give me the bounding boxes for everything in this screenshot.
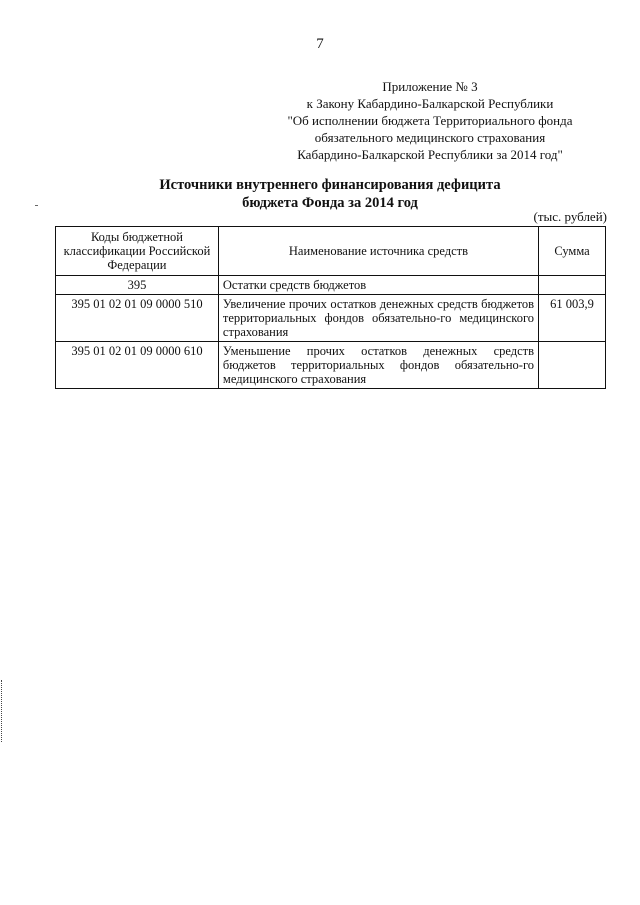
row-name: Остатки средств бюджетов (218, 276, 538, 295)
title-line: бюджета Фонда за 2014 год (242, 195, 418, 211)
row-sum: 61 003,9 (539, 295, 606, 342)
table-row (56, 276, 606, 295)
page-number: 7 (316, 36, 324, 52)
row-name: Уменьшение прочих остатков денежных средств бюджетов территориальных фондов обязательно-го медицинского страхования (218, 342, 538, 389)
row-code: 395 (56, 276, 219, 295)
units-label: (тыс. рублей) (533, 209, 607, 224)
scan-mark (35, 205, 38, 206)
annex-line: Кабардино-Балкарской Республики за 2014 год" (297, 147, 563, 162)
header-name: Наименование источника средств (218, 227, 538, 276)
annex-line: "Об исполнении бюджета Территориального фонда (287, 113, 573, 128)
row-sum (539, 342, 606, 389)
annex-header (250, 78, 610, 163)
header-code: Коды бюджетной классификации Российской Федерации (56, 227, 219, 276)
table-row (56, 295, 606, 342)
header-sum: Сумма (539, 227, 606, 276)
row-sum (539, 276, 606, 295)
sources-table (55, 226, 606, 389)
binding-marks (1, 680, 4, 742)
table-row (56, 342, 606, 389)
document-title (100, 176, 560, 212)
row-code: 395 01 02 01 09 0000 510 (56, 295, 219, 342)
annex-line: к Закону Кабардино-Балкарской Республики (306, 96, 554, 111)
annex-line: Приложение № 3 (382, 79, 478, 94)
title-line: Источники внутреннего финансирования дефицита (159, 177, 501, 193)
table-header-row (56, 227, 606, 276)
row-code: 395 01 02 01 09 0000 610 (56, 342, 219, 389)
annex-line: обязательного медицинского страхования (314, 130, 546, 145)
row-name: Увеличение прочих остатков денежных средств бюджетов территориальных фондов обязательно-го медицинского страхования (218, 295, 538, 342)
